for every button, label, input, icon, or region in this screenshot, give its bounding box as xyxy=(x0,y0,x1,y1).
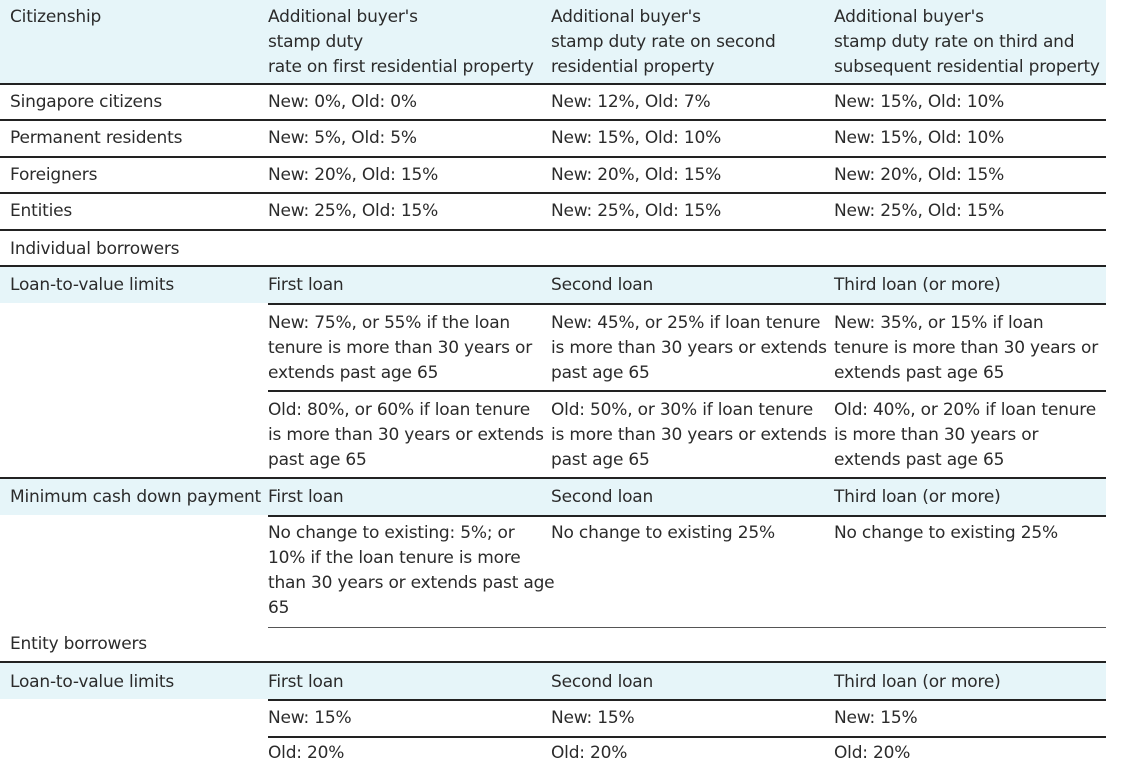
ltv-old-second-line2: is more than 30 years or extends xyxy=(551,425,827,445)
row-label-singapore-citizens: Singapore citizens xyxy=(10,92,163,112)
cell-value: New: 20%, Old: 15% xyxy=(551,165,722,185)
entity-ltv-old-first: Old: 20% xyxy=(268,743,345,763)
cell-value: New: 20%, Old: 15% xyxy=(268,165,439,185)
section-title-entity-borrowers: Entity borrowers xyxy=(10,634,147,654)
header-third-property-line1: Additional buyer's xyxy=(834,7,984,27)
ltv-new-first-line2: tenure is more than 30 years or xyxy=(268,338,533,358)
row-label-minimum-cash-down-payment: Minimum cash down payment xyxy=(10,487,261,507)
cash-third-value: No change to existing 25% xyxy=(834,523,1058,543)
ltv-old-second-line1: Old: 50%, or 30% if loan tenure xyxy=(551,400,813,420)
row-label-entities: Entities xyxy=(10,201,73,221)
cell-value: New: 25%, Old: 15% xyxy=(551,201,722,221)
ltv-old-first-line3: past age 65 xyxy=(268,450,367,470)
cell-value: New: 25%, Old: 15% xyxy=(268,201,439,221)
cash-header-first: First loan xyxy=(268,487,344,507)
section-title-individual-borrowers: Individual borrowers xyxy=(10,239,180,259)
entity-ltv-old-third: Old: 20% xyxy=(834,743,911,763)
cell-value: New: 25%, Old: 15% xyxy=(834,201,1005,221)
cell-value: New: 15%, Old: 10% xyxy=(834,92,1005,112)
divider xyxy=(0,119,1106,121)
ltv-new-second-line3: past age 65 xyxy=(551,363,650,383)
cell-value: New: 15%, Old: 10% xyxy=(834,128,1005,148)
divider xyxy=(0,229,1106,231)
divider xyxy=(268,627,1106,628)
cash-second-value: No change to existing 25% xyxy=(551,523,775,543)
ltv-old-second-line3: past age 65 xyxy=(551,450,650,470)
entity-row-label-loan-to-value: Loan-to-value limits xyxy=(10,672,175,692)
ltv-new-third-line2: tenure is more than 30 years or xyxy=(834,338,1099,358)
ltv-old-third-line3: extends past age 65 xyxy=(834,450,1005,470)
header-third-property-line2: stamp duty rate on third and xyxy=(834,32,1075,52)
entity-loan-header-second: Second loan xyxy=(551,672,654,692)
cash-first-line1: No change to existing: 5%; or xyxy=(268,523,515,543)
entity-loan-header-first: First loan xyxy=(268,672,344,692)
ltv-new-second-line1: New: 45%, or 25% if loan tenure xyxy=(551,313,821,333)
ltv-new-second-line2: is more than 30 years or extends xyxy=(551,338,827,358)
header-citizenship: Citizenship xyxy=(10,7,102,27)
ltv-new-third-line3: extends past age 65 xyxy=(834,363,1005,383)
entity-ltv-old-second: Old: 20% xyxy=(551,743,628,763)
divider xyxy=(0,156,1106,158)
cash-header-third: Third loan (or more) xyxy=(834,487,1001,507)
divider xyxy=(268,736,1106,738)
loan-header-second: Second loan xyxy=(551,275,654,295)
header-second-property-line3: residential property xyxy=(551,57,715,77)
cash-header-second: Second loan xyxy=(551,487,654,507)
divider xyxy=(0,192,1106,194)
divider xyxy=(268,390,1106,392)
header-third-property-line3: subsequent residential property xyxy=(834,57,1100,77)
header-first-property-line1: Additional buyer's xyxy=(268,7,418,27)
cell-value: New: 12%, Old: 7% xyxy=(551,92,711,112)
header-second-property-line2: stamp duty rate on second xyxy=(551,32,776,52)
cell-value: New: 15%, Old: 10% xyxy=(551,128,722,148)
row-label-loan-to-value: Loan-to-value limits xyxy=(10,275,175,295)
divider xyxy=(268,515,1106,517)
loan-header-first: First loan xyxy=(268,275,344,295)
cash-first-line3: than 30 years or extends past age xyxy=(268,573,555,593)
entity-ltv-new-second: New: 15% xyxy=(551,708,635,728)
divider xyxy=(0,83,1106,85)
header-first-property-line3: rate on first residential property xyxy=(268,57,534,77)
row-label-permanent-residents: Permanent residents xyxy=(10,128,183,148)
ltv-old-third-line2: is more than 30 years or xyxy=(834,425,1039,445)
ltv-new-first-line1: New: 75%, or 55% if the loan xyxy=(268,313,510,333)
entity-ltv-new-third: New: 15% xyxy=(834,708,918,728)
loan-header-third: Third loan (or more) xyxy=(834,275,1001,295)
ltv-old-first-line1: Old: 80%, or 60% if loan tenure xyxy=(268,400,530,420)
cash-first-line4: 65 xyxy=(268,598,290,618)
entity-loan-header-third: Third loan (or more) xyxy=(834,672,1001,692)
cell-value: New: 5%, Old: 5% xyxy=(268,128,417,148)
divider xyxy=(268,303,1106,305)
cash-first-line2: 10% if the loan tenure is more xyxy=(268,548,521,568)
ltv-new-third-line1: New: 35%, or 15% if loan xyxy=(834,313,1044,333)
divider xyxy=(268,699,1106,701)
header-second-property-line1: Additional buyer's xyxy=(551,7,701,27)
ltv-old-first-line2: is more than 30 years or extends xyxy=(268,425,544,445)
ltv-new-first-line3: extends past age 65 xyxy=(268,363,439,383)
row-label-foreigners: Foreigners xyxy=(10,165,98,185)
header-first-property-line2: stamp duty xyxy=(268,32,363,52)
cell-value: New: 0%, Old: 0% xyxy=(268,92,417,112)
entity-ltv-new-first: New: 15% xyxy=(268,708,352,728)
cell-value: New: 20%, Old: 15% xyxy=(834,165,1005,185)
ltv-old-third-line1: Old: 40%, or 20% if loan tenure xyxy=(834,400,1096,420)
